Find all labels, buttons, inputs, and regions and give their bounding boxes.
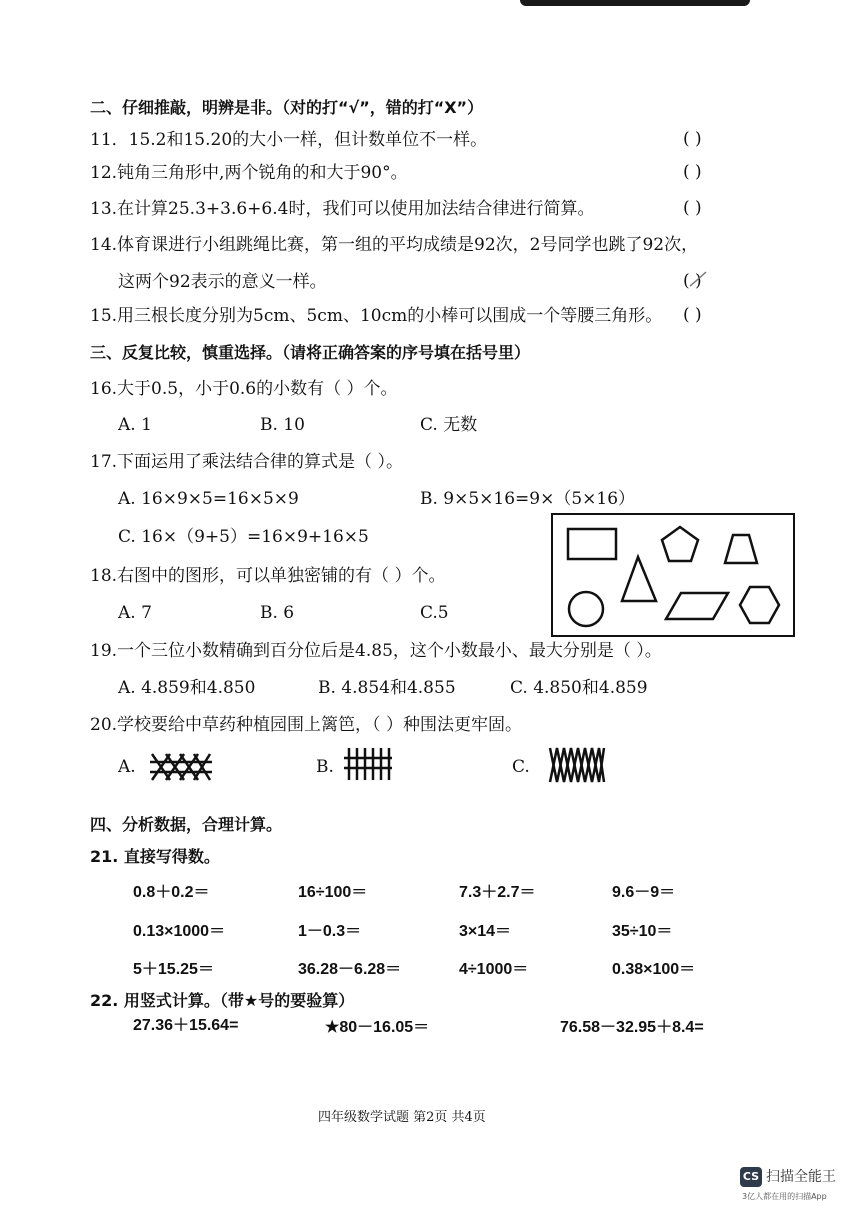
pentagon-shape: [662, 527, 698, 561]
calc-3-3: 4÷1000＝: [459, 961, 529, 978]
page-footer: 四年级数学试题 第2页 共4页: [318, 1110, 486, 1125]
calc-3-2: 36.28－6.28＝: [298, 961, 402, 978]
question-20: 20.学校要给中草药种植园围上篱笆，（ ）种围法更牢固。: [90, 715, 522, 735]
fence-c-icon: [546, 744, 606, 786]
question-14-line1: 14.体育课进行小组跳绳比赛，第一组的平均成绩是92次，2号同学也跳了92次，: [90, 235, 699, 255]
option-20-a: A.: [118, 757, 136, 777]
calc-3-1: 5＋15.25＝: [133, 961, 214, 978]
watermark-name: 扫描全能王: [766, 1169, 836, 1185]
answer-paren-14[interactable]: ( ): [683, 271, 702, 291]
scan-dark-edge: [520, 0, 750, 6]
calc-2-1: 0.13×1000＝: [133, 923, 226, 940]
question-11: 11．15.2和15.20的大小一样，但计数单位不一样。: [90, 130, 488, 150]
option-20-b: B.: [316, 757, 334, 777]
trapezoid-shape: [725, 535, 757, 563]
question-21-title: 21. 直接写得数。: [90, 847, 220, 866]
option-19-b: B. 4.854和4.855: [318, 678, 456, 698]
question-19: 19.一个三位小数精确到百分位后是4.85，这个小数最小、最大分别是（ ）。: [90, 641, 662, 661]
triangle-shape: [622, 557, 656, 601]
calc-2-4: 35÷10＝: [612, 923, 673, 940]
option-16-c: C. 无数: [420, 415, 478, 435]
option-16-a: A. 1: [118, 415, 152, 435]
vertical-calc-3: 76.58－32.95＋8.4=: [560, 1019, 704, 1036]
calc-1-2: 16÷100＝: [298, 884, 368, 901]
question-17: 17.下面运用了乘法结合律的算式是（ ）。: [90, 452, 403, 472]
question-22-title: 22. 用竖式计算。（带★号的要验算）: [90, 991, 355, 1010]
fence-b-icon: [342, 746, 394, 782]
answer-paren-11[interactable]: ( ): [683, 129, 702, 149]
question-18: 18.右图中的图形，可以单独密铺的有（ ）个。: [90, 566, 446, 586]
section-3-heading: 三、反复比较，慎重选择。（请将正确答案的序号填在括号里）: [90, 343, 531, 362]
pencil-mark-icon: [686, 268, 710, 292]
option-17-a: A. 16×9×5=16×5×9: [118, 489, 299, 509]
circle-shape: [569, 592, 603, 626]
rectangle-shape: [568, 529, 616, 559]
fence-a-icon: [148, 748, 214, 784]
question-13: 13.在计算25.3+3.6+6.4时，我们可以使用加法结合律进行简算。: [90, 199, 595, 219]
vertical-calc-2: ★80－16.05＝: [325, 1019, 430, 1036]
calc-3-4: 0.38×100＝: [612, 961, 696, 978]
section-2-heading: 二、仔细推敲，明辨是非。（对的打“√”，错的打“X”）: [90, 98, 484, 117]
hexagon-shape: [740, 587, 779, 623]
option-16-b: B. 10: [260, 415, 305, 435]
camscanner-logo-icon: CS: [740, 1167, 762, 1187]
calc-2-2: 1－0.3＝: [298, 923, 362, 940]
calc-1-4: 9.6－9＝: [612, 884, 676, 901]
question-16: 16.大于0.5，小于0.6的小数有（ ）个。: [90, 379, 398, 399]
question-14-line2: 这两个92表示的意义一样。: [118, 272, 327, 292]
watermark-subtitle: 3亿人都在用的扫描App: [742, 1192, 827, 1201]
option-18-b: B. 6: [260, 603, 295, 623]
question-12: 12.钝角三角形中,两个锐角的和大于90°。: [90, 163, 408, 183]
option-18-a: A. 7: [118, 603, 152, 623]
option-17-c: C. 16×（9+5）=16×9+16×5: [118, 527, 369, 547]
option-19-c: C. 4.850和4.859: [510, 678, 648, 698]
answer-paren-15[interactable]: ( ): [683, 305, 702, 325]
shapes-figure-box: [551, 513, 795, 637]
calc-2-3: 3×14＝: [459, 923, 512, 940]
section-4-heading: 四、分析数据，合理计算。: [90, 815, 283, 834]
vertical-calc-1: 27.36＋15.64=: [133, 1017, 239, 1034]
question-15: 15.用三根长度分别为5cm、5cm、10cm的小棒可以围成一个等腰三角形。: [90, 306, 663, 326]
option-17-b: B. 9×5×16=9×（5×16）: [420, 489, 636, 509]
option-19-a: A. 4.859和4.850: [118, 678, 256, 698]
calc-1-3: 7.3＋2.7＝: [459, 884, 536, 901]
option-18-c: C.5: [420, 603, 449, 623]
option-20-c: C.: [512, 757, 530, 777]
calc-1-1: 0.8＋0.2＝: [133, 884, 210, 901]
answer-paren-12[interactable]: ( ): [683, 162, 702, 182]
answer-paren-13[interactable]: ( ): [683, 198, 702, 218]
parallelogram-shape: [666, 593, 728, 619]
